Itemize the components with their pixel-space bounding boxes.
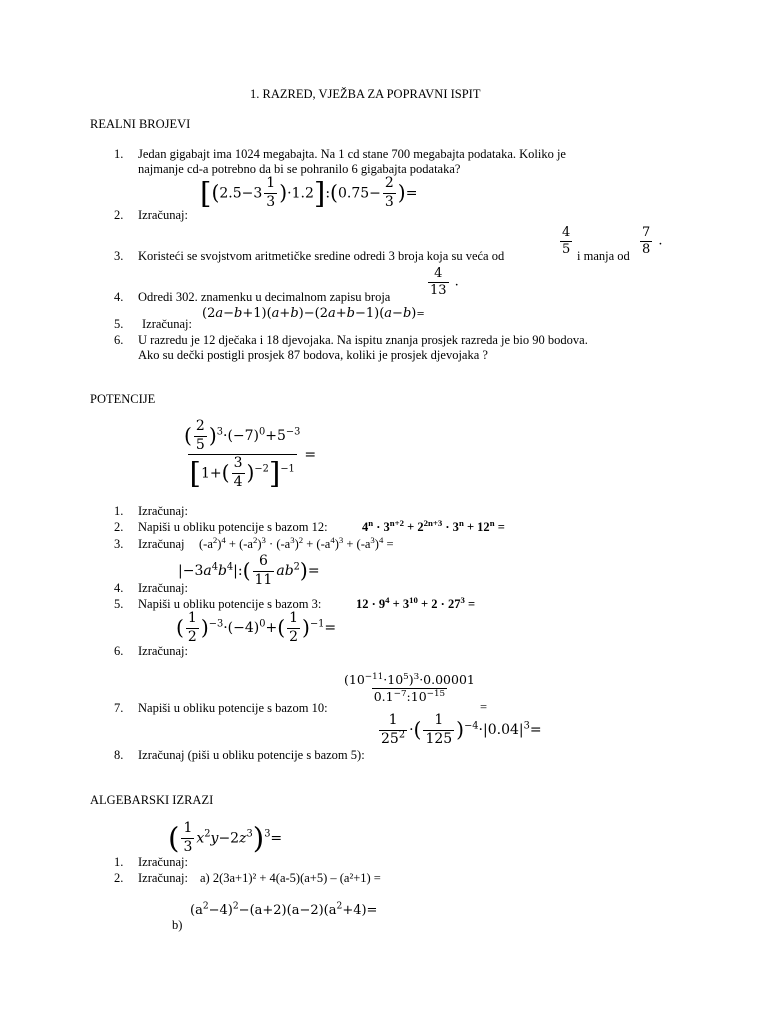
item-text: Izračunaj: [138, 855, 188, 869]
item-text: najmanje cd-a potrebno da bi se pohranilo 6 gigabajta podataka? [138, 162, 461, 176]
math-fraction: $\frac{7}{8}$ . [642, 225, 663, 258]
math-expression: $(-a^2)^4 + (-a^2)^3 \cdot (-a^3)^2 + (-a^4)^3 + (-a^3)^4$ = [199, 534, 394, 551]
math-expression: a) 2(3a+1)² + 4(a-5)(a+5) – (a²+1) = [200, 871, 381, 885]
math-fraction: $\frac{4}{13}$ . [430, 266, 459, 299]
item-number: 3. [114, 249, 124, 263]
item-text: Izračunaj: [138, 504, 188, 518]
item-number: 4. [114, 581, 124, 595]
item-text: b) [172, 918, 183, 932]
item-number: 4. [114, 290, 124, 304]
section-heading-algebra: ALGEBARSKI IZRAZI [90, 793, 214, 807]
item-number: 1. [114, 855, 124, 869]
math-expression: (2a−b+1)(a+b)−(2a+b−1)(a−b)= [202, 306, 425, 321]
item-text: i manja od [577, 249, 630, 263]
item-text: Odredi 302. znamenku u decimalnom zapisu broja [138, 290, 391, 304]
item-number: 8. [114, 748, 124, 762]
item-number: 5. [114, 317, 124, 331]
item-text: Izračunaj: [138, 644, 188, 658]
item-number: 2. [114, 208, 124, 222]
math-expression: ( $\frac{1}{3}$ $x^2y-2z^3)^3=$ [168, 820, 283, 855]
item-text: U razredu je 12 dječaka i 18 djevojaka. Na ispitu znanja prosjek razreda je bio 90 bodova. [138, 333, 588, 347]
math-expression: $4^n \cdot 3^{n+2} + 2^{2n+3} \cdot 3^n + 12^n$ = [362, 517, 505, 534]
math-fraction: $\frac{4}{5}$ [562, 225, 571, 258]
item-number: 2. [114, 520, 124, 534]
equals-sign: = [480, 700, 488, 714]
item-text: Ako su dečki postigli prosjek 87 bodova, koliki je prosjek djevojaka ? [138, 348, 488, 362]
item-text: Jedan gigabajt ima 1024 megabajta. Na 1 cd stane 700 megabajta podataka. Koliko je [138, 147, 566, 161]
item-text: Napiši u obliku potencije s bazom 12: [138, 520, 328, 534]
item-number: 1. [114, 147, 124, 161]
math-expression: $|-3a^4b^4|$:( $\frac{6}{11}$ $ab^2)=$ [178, 553, 320, 588]
item-number: 1. [114, 504, 124, 518]
math-expression: ( $\frac{2}{5}$ )$^3\cdot(-7)^0+5^{-3}$ [1+( $\frac{3}{4}$ )$^{-2}$]$^{-1}$ = [184, 418, 317, 490]
item-text: Izračunaj [138, 537, 185, 551]
item-text: Napiši u obliku potencije s bazom 10: [138, 701, 328, 715]
math-expression: $(a^2-4)^2-(a+2)(a-2)(a^2+4)=$ [190, 901, 378, 918]
section-heading-real: REALNI BROJEVI [90, 117, 191, 131]
math-expression: [(2.5−3 $\frac{1}{3}$ )·1.2]:(0.75− $\frac{2}{3}$ )= [200, 175, 418, 210]
item-text: Izračunaj: [138, 208, 188, 222]
item-number: 6. [114, 644, 124, 658]
item-text: Izračunaj: [138, 581, 188, 595]
math-expression: $\frac{1}{25^2}$ ·( $\frac{1}{125}$ )$^{-4}\cdot|0.04|^3=$ [381, 712, 542, 747]
item-text: Koristeći se svojstvom aritmetičke sredine odredi 3 broja koja su veća od [138, 249, 505, 263]
item-number: 7. [114, 701, 124, 715]
math-expression: ( $\frac{1}{2}$ )$^{-3}\cdot(-4)^0+$( $\frac{1}{2}$ )$^{-1}$= [176, 610, 337, 645]
item-number: 5. [114, 597, 124, 611]
item-text: Izračunaj: [138, 871, 188, 885]
item-text: Izračunaj: [142, 317, 192, 331]
item-number: 2. [114, 871, 124, 885]
item-number: 6. [114, 333, 124, 347]
section-heading-powers: POTENCIJE [90, 392, 156, 406]
page-title: 1. RAZRED, VJEŽBA ZA POPRAVNI ISPIT [250, 87, 481, 101]
math-expression: $12 \cdot 9^4 + 3^{10} + 2 \cdot 27^3$ = [356, 594, 476, 611]
item-text: Napiši u obliku potencije s bazom 3: [138, 597, 322, 611]
math-expression: $\frac{(10^{-11}\cdot 10^5)^3\cdot 0.00001}{0.1^{-7}:10^{-15}}$ [344, 671, 475, 704]
item-number: 3. [114, 537, 124, 551]
item-text: Izračunaj (piši u obliku potencije s bazom 5): [138, 748, 365, 762]
